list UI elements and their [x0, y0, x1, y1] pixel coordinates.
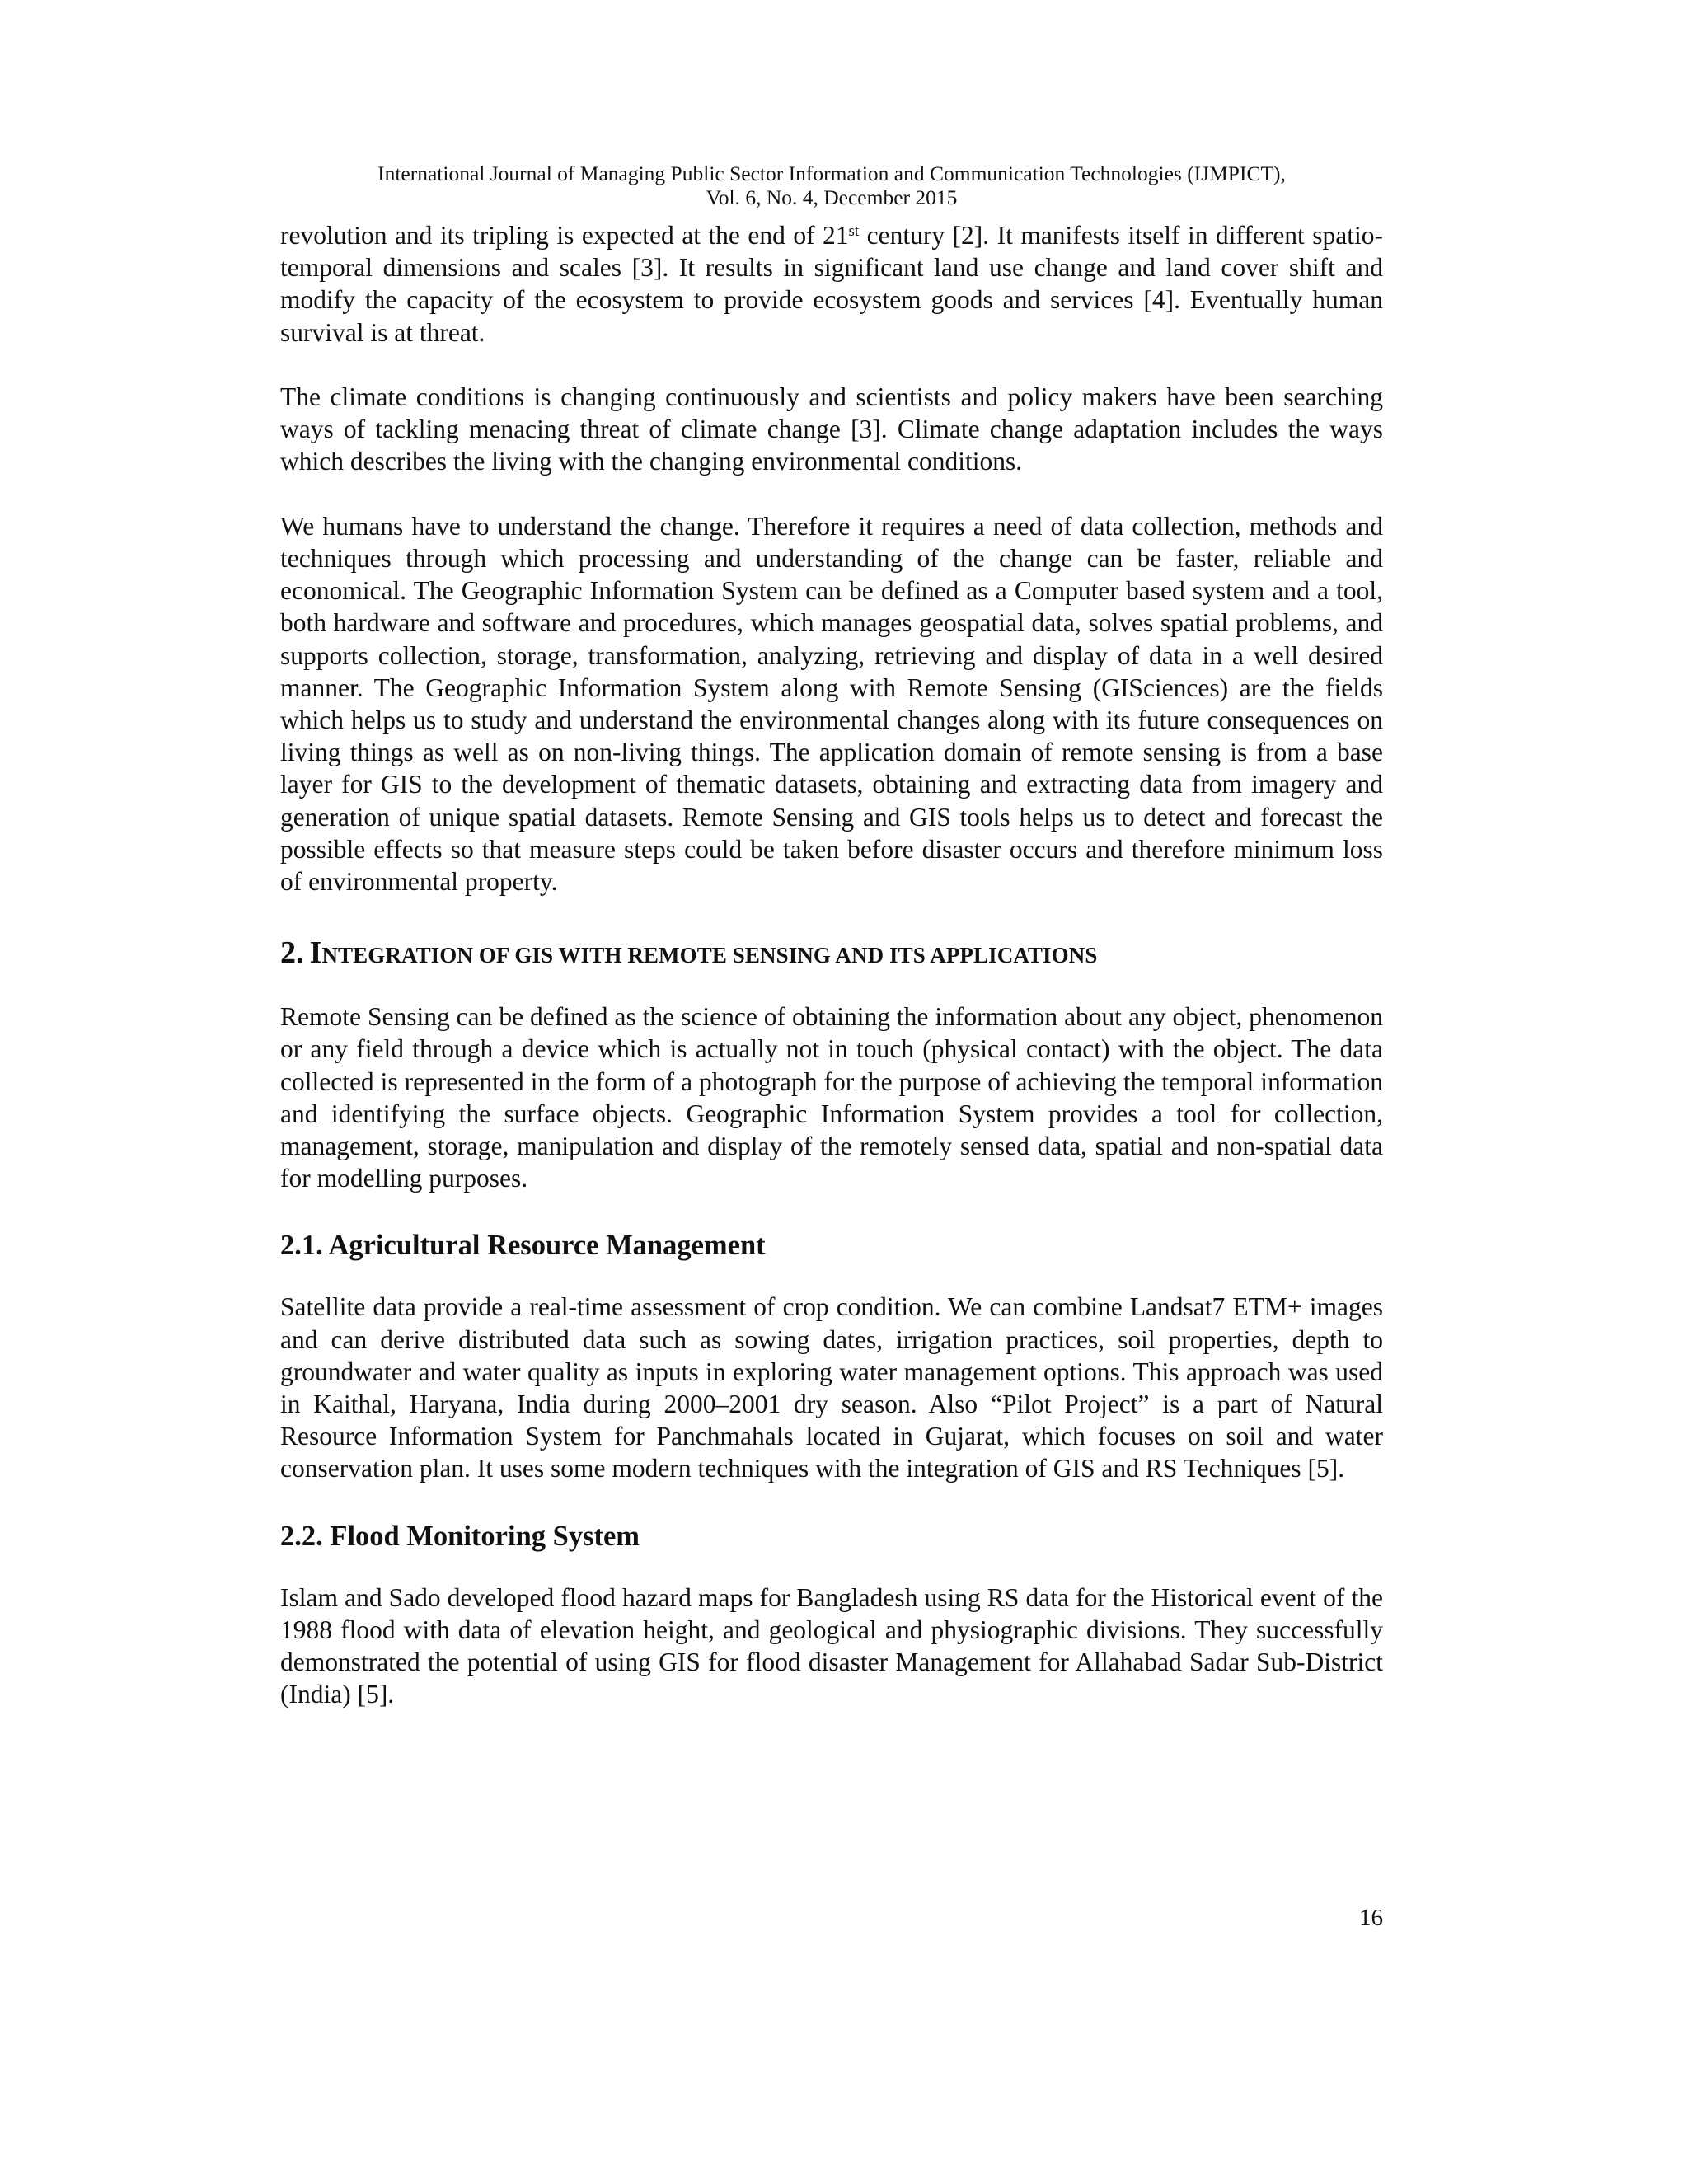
journal-header [280, 162, 1383, 209]
section-number: 2. [280, 935, 304, 971]
paragraph-climate-conditions: The climate conditions is changing continuously and scientists and policy makers have been searching ways of tackling menacing threat of climate change [3]. Climate change adaptation includes the ways which describes the living with the changing environmental conditions. [280, 382, 1383, 476]
journal-volume: Vol. 6, No. 4, December 2015 [706, 185, 958, 209]
section-title: NTEGRATION OF GIS WITH REMOTE SENSING AND ITS APPLICATIONS [321, 943, 1098, 968]
page-number: 16 [1359, 1905, 1383, 1931]
superscript: st [848, 222, 860, 240]
section-title-initial: I [309, 935, 322, 971]
paragraph-climate-intro [280, 219, 1383, 349]
subsection-heading-2-1: 2.1. Agricultural Resource Management [280, 1230, 766, 1262]
section-heading-2 [280, 936, 1383, 972]
paragraph-text: century [2]. It manifests itself in different spatio-temporal dimensions and scales [3]. It results in significant land use change and land cover shift and modify the capacity of the ecosystem to provide ecosystem goods and services [4]. Eventually human survival is at threat. [280, 221, 1383, 347]
journal-title: International Journal of Managing Public Sector Information and Communication Technologies (IJMPICT), [377, 162, 1286, 185]
paragraph-flood: Islam and Sado developed flood hazard maps for Bangladesh using RS data for the Historical event of the 1988 flood with data of elevation height, and geological and physiographic divisions. They successfully demonstrated the potential of using GIS for flood disaster Management for Allahabad Sadar Sub-District (India) [5]. [280, 1582, 1383, 1709]
main-content [280, 219, 1383, 1710]
paragraph-text: revolution and its tripling is expected at the end of 21 [280, 221, 849, 250]
paragraph-remote-sensing: Remote Sensing can be defined as the science of obtaining the information about any object, phenomenon or any field through a device which is actually not in touch (physical contact) with the object. The data collected is represented in the form of a photograph for the purpose of achieving the temporal information and identifying the surface objects. Geographic Information System provides a tool for collection, management, storage, manipulation and display of the remotely sensed data, spatial and non-spatial data for modelling purposes. [280, 1002, 1383, 1193]
subsection-heading-2-2: 2.2. Flood Monitoring System [280, 1520, 640, 1552]
paragraph-gis-definition: We humans have to understand the change. Therefore it requires a need of data collection, methods and techniques through which processing and understanding of the change can be faster, reliable and economical. The Geographic Information System can be defined as a Computer based system and a tool, both hardware and software and procedures, which manages geospatial data, solves spatial problems, and supports collection, storage, transformation, analyzing, retrieving and display of data in a well desired manner. The Geographic Information System along with Remote Sensing (GISciences) are the fields which helps us to study and understand the environmental changes along with its future consequences on living things as well as on non-living things. The application domain of remote sensing is from a base layer for GIS to the development of thematic datasets, obtaining and extracting data from imagery and generation of unique spatial datasets. Remote Sensing and GIS tools helps us to detect and forecast the possible effects so that measure steps could be taken before disaster occurs and therefore minimum loss of environmental property. [280, 511, 1383, 897]
paragraph-agriculture: Satellite data provide a real-time assessment of crop condition. We can combine Landsat7 ETM+ images and can derive distributed data such as sowing dates, irrigation practices, soil properties, depth to groundwater and water quality as inputs in exploring water management options. This approach was used in Kaithal, Haryana, India during 2000–2001 dry season. Also “Pilot Project” is a part of Natural Resource Information System for Panchmahals located in Gujarat, which focuses on soil and water conservation plan. It uses some modern techniques with the integration of GIS and RS Techniques [5]. [280, 1292, 1383, 1483]
